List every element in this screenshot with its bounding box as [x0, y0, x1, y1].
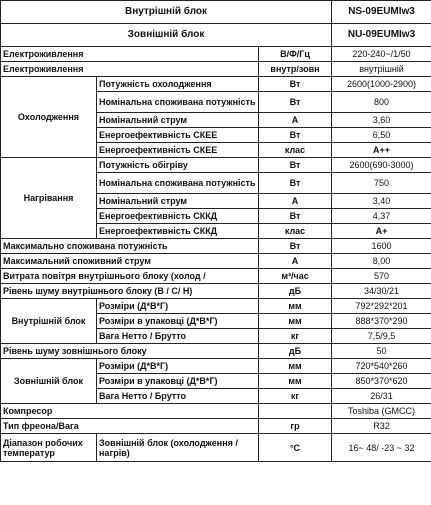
row-value: А+	[332, 224, 431, 239]
row-label: Тип фреона/Вага	[1, 419, 259, 434]
row-param: Вага Нетто / Брутто	[97, 329, 259, 344]
row-unit: Вт	[259, 128, 332, 143]
table-row	[1, 239, 431, 254]
row-param: Потужність охолодження	[97, 77, 259, 92]
row-param: Номінальна споживана потужність	[97, 173, 259, 194]
row-label: Витрата повітря внутрішнього блоку (холод /	[1, 269, 259, 284]
row-unit: внутр/зовн	[259, 62, 332, 77]
row-value: 4,37	[332, 209, 431, 224]
group-label-indoor-unit: Внутрішній блок	[1, 299, 97, 344]
row-unit: клас	[259, 143, 332, 158]
row-param: Енергоефективність СКЕЕ	[97, 128, 259, 143]
row-param: Номінальна споживана потужність	[97, 92, 259, 113]
row-unit: дБ	[259, 344, 332, 359]
row-label: Рівень шуму зовнішнього блоку	[1, 344, 259, 359]
header-row-indoor	[1, 1, 431, 24]
row-unit: гр	[259, 419, 332, 434]
group-label-outdoor-unit: Зовнішній блок	[1, 359, 97, 404]
row-unit: А	[259, 194, 332, 209]
row-unit: Вт	[259, 158, 332, 173]
row-unit: мм	[259, 374, 332, 389]
row-label: Максимально споживана потужність	[1, 239, 259, 254]
row-value: 50	[332, 344, 431, 359]
row-unit: Вт	[259, 209, 332, 224]
table-row	[1, 158, 431, 173]
row-label: Електроживлення	[1, 62, 259, 77]
table-row	[1, 434, 431, 462]
row-param: Енергоефективність СККД	[97, 209, 259, 224]
row-param: Розміри (Д*В*Г)	[97, 359, 259, 374]
table-row	[1, 284, 431, 299]
group-label-heating: Нагрівання	[1, 158, 97, 239]
row-unit: мм	[259, 314, 332, 329]
header-row-outdoor	[1, 24, 431, 47]
row-value: 8,00	[332, 254, 431, 269]
row-unit: Вт	[259, 239, 332, 254]
row-param: Енергоефективність СККД	[97, 224, 259, 239]
indoor-model: NS-09EUMIw3	[332, 1, 431, 24]
row-value: 2600(1000-2900)	[332, 77, 431, 92]
row-value: 6,50	[332, 128, 431, 143]
group-label-cooling: Охолодження	[1, 77, 97, 158]
row-value: 850*370*620	[332, 374, 431, 389]
row-unit: Вт	[259, 92, 332, 113]
row-value: 750	[332, 173, 431, 194]
row-unit: дБ	[259, 284, 332, 299]
row-unit: Вт	[259, 77, 332, 92]
row-value: внутрішній	[332, 62, 431, 77]
outdoor-model: NU-09EUMIw3	[332, 24, 431, 47]
row-unit: Вт	[259, 173, 332, 194]
outdoor-label: Зовнішній блок	[1, 24, 332, 47]
row-value: Toshiba (GMCC)	[332, 404, 431, 419]
row-value: 7,5/9,5	[332, 329, 431, 344]
row-value: 220-240~/1/50	[332, 47, 431, 62]
row-param: Розміри в упаковці (Д*В*Г)	[97, 374, 259, 389]
row-label: Електроживлення	[1, 47, 259, 62]
row-unit: м³/час	[259, 269, 332, 284]
table-row	[1, 299, 431, 314]
range-param: Зовнішній блок (охолодження / нагрів)	[97, 434, 259, 462]
row-value: 34/30/21	[332, 284, 431, 299]
row-param: Розміри (Д*В*Г)	[97, 299, 259, 314]
row-value: 26/31	[332, 389, 431, 404]
table-row	[1, 269, 431, 284]
row-value: 888*370*290	[332, 314, 431, 329]
row-value: 1600	[332, 239, 431, 254]
table-row	[1, 47, 431, 62]
row-value: 800	[332, 92, 431, 113]
row-param: Номінальний струм	[97, 113, 259, 128]
row-unit: А	[259, 254, 332, 269]
range-value: 16~ 48/ -23 ~ 32	[332, 434, 431, 462]
row-param: Вага Нетто / Брутто	[97, 389, 259, 404]
table-row	[1, 344, 431, 359]
row-value: 3,60	[332, 113, 431, 128]
row-param: Розміри в упаковці (Д*В*Г)	[97, 314, 259, 329]
indoor-label: Внутрішній блок	[1, 1, 332, 24]
row-label: Компресор	[1, 404, 259, 419]
row-param: Енергоефективність СКЕЕ	[97, 143, 259, 158]
row-param: Потужність обігріву	[97, 158, 259, 173]
row-unit: В/Ф/Гц	[259, 47, 332, 62]
row-value: 570	[332, 269, 431, 284]
row-value: 3,40	[332, 194, 431, 209]
table-row	[1, 254, 431, 269]
row-value: 792*292*201	[332, 299, 431, 314]
range-label: Діапазон робочих температур	[1, 434, 97, 462]
row-value: R32	[332, 419, 431, 434]
row-unit: кг	[259, 329, 332, 344]
row-param: Номінальний струм	[97, 194, 259, 209]
table-row	[1, 77, 431, 92]
range-unit: °C	[259, 434, 332, 462]
row-unit: мм	[259, 299, 332, 314]
row-unit: мм	[259, 359, 332, 374]
row-label: Максимальний споживний струм	[1, 254, 259, 269]
table-row	[1, 404, 431, 419]
row-unit	[259, 404, 332, 419]
table-row	[1, 359, 431, 374]
row-value: А++	[332, 143, 431, 158]
row-unit: клас	[259, 224, 332, 239]
table-row	[1, 419, 431, 434]
row-value: 720*540*260	[332, 359, 431, 374]
row-value: 2600(690-3000)	[332, 158, 431, 173]
table-row	[1, 62, 431, 77]
row-unit: кг	[259, 389, 332, 404]
row-label: Рівень шуму внутрішнього блоку (В / С/ Н)	[1, 284, 259, 299]
row-unit: А	[259, 113, 332, 128]
